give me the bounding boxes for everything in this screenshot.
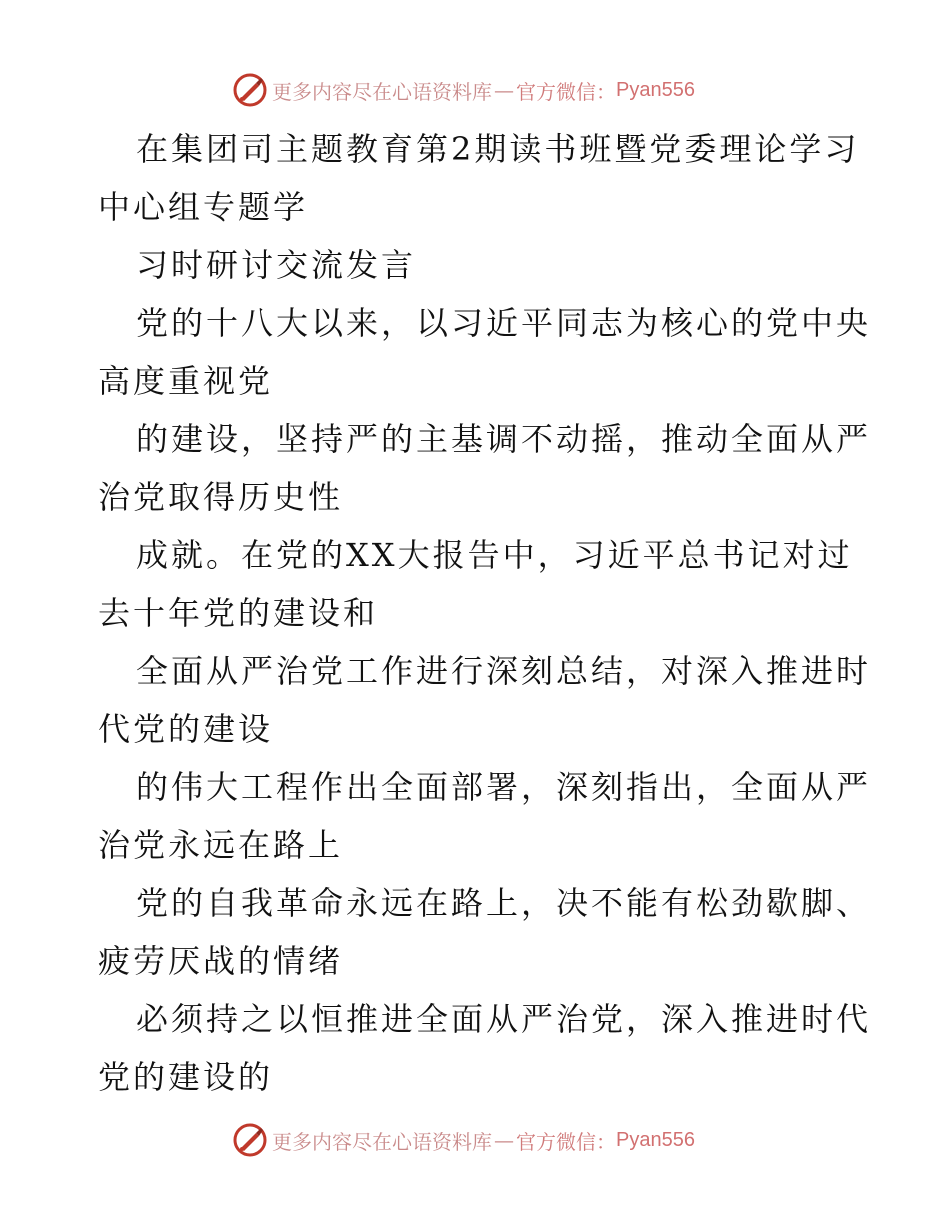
paragraph-line: 代党的建设 — [98, 710, 274, 748]
paragraph-line: 治党取得历史性 — [98, 478, 344, 516]
official-label: 官方微信： — [516, 79, 616, 104]
paragraph-line: 的伟大工程作出全面部署，深刻指出，全面从严 — [136, 768, 872, 806]
paragraph-line: 去十年党的建设和 — [98, 594, 379, 632]
header-banner — [232, 70, 752, 110]
document-body — [98, 120, 872, 1106]
title-line-2: 中心组专题学 — [98, 188, 309, 226]
paragraph-line: 必须持之以恒推进全面从严治党，深入推进时代 — [136, 1000, 872, 1038]
pen-logo-icon — [232, 1122, 268, 1158]
paragraph-line: 成就。在党的XX大报告中，习近平总书记对过 — [136, 536, 853, 574]
separator-text: — — [494, 1128, 514, 1152]
title-line-3: 习时研讨交流发言 — [136, 246, 417, 284]
site-name-text: 更多内容尽在心语资料库 — [272, 79, 492, 104]
separator-text: — — [494, 78, 514, 102]
paragraph-line: 党的自我革命永远在路上，决不能有松劲歇脚、 — [136, 884, 872, 922]
title-line-1: 在集团司主题教育第2期读书班暨党委理论学习 — [136, 130, 860, 168]
pen-logo-icon — [232, 72, 268, 108]
wechat-handle: Pyan556 — [616, 78, 695, 101]
paragraph-line: 全面从严治党工作进行深刻总结，对深入推进时 — [136, 652, 872, 690]
paragraph-line: 的建设，坚持严的主基调不动摇，推动全面从严 — [136, 420, 872, 458]
paragraph-line: 高度重视党 — [98, 362, 274, 400]
paragraph-line: 疲劳厌战的情绪 — [98, 942, 344, 980]
footer-banner — [232, 1120, 752, 1160]
official-label: 官方微信： — [516, 1129, 616, 1154]
paragraph-line: 治党永远在路上 — [98, 826, 344, 864]
wechat-handle: Pyan556 — [616, 1128, 695, 1151]
paragraph-line: 党的建设的 — [98, 1058, 274, 1096]
site-name-text: 更多内容尽在心语资料库 — [272, 1129, 492, 1154]
paragraph-line: 党的十八大以来，以习近平同志为核心的党中央 — [136, 304, 872, 342]
